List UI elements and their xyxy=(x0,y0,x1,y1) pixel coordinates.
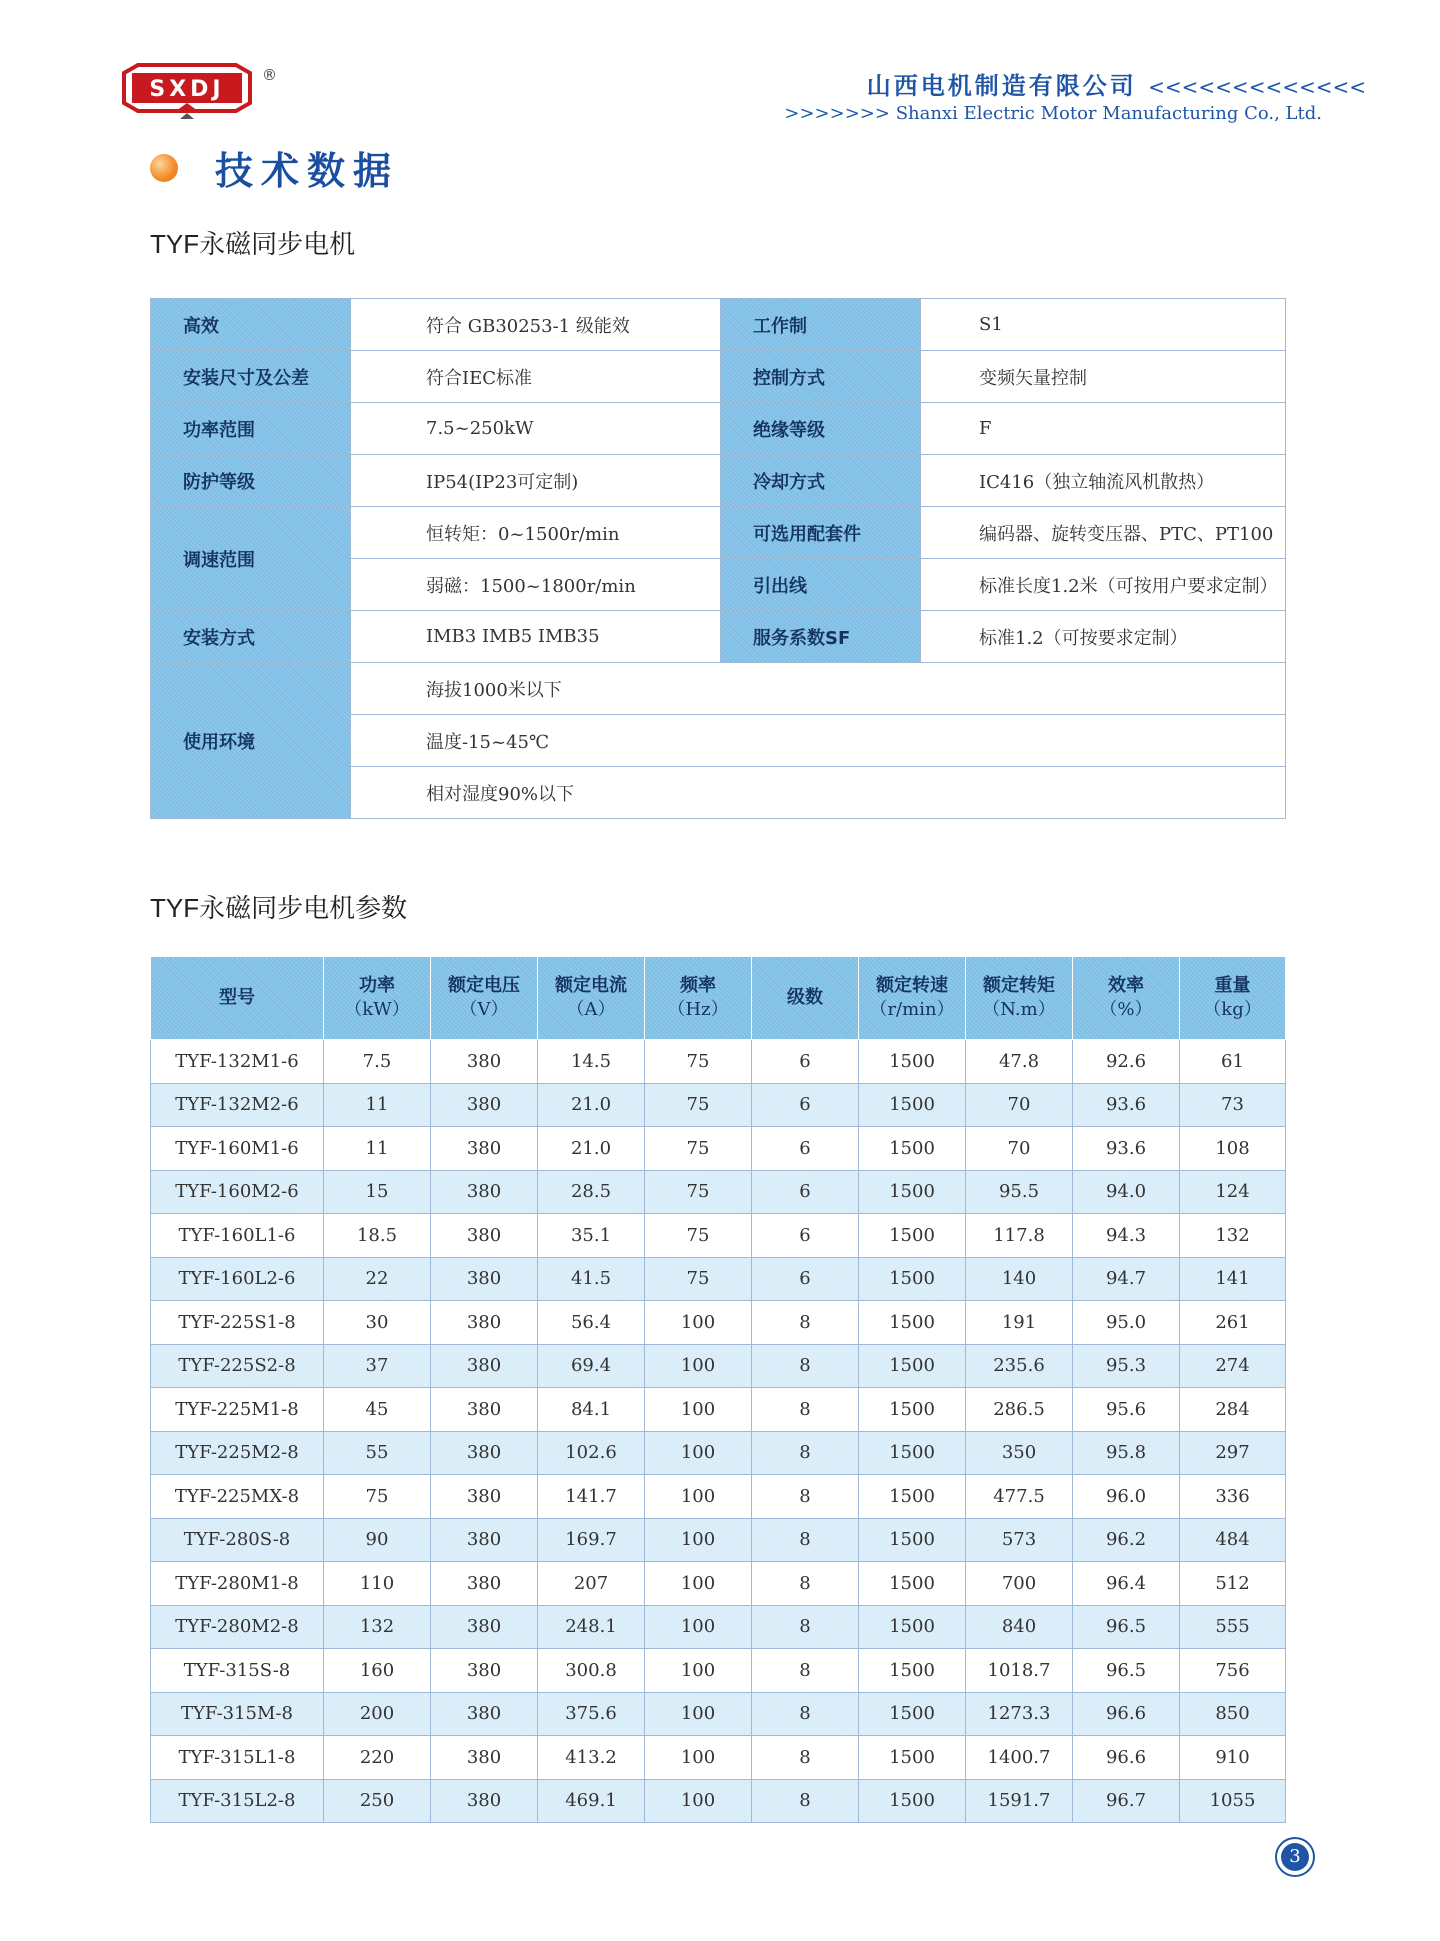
table-cell: 70 xyxy=(966,1127,1073,1171)
table-cell: 6 xyxy=(752,1257,859,1301)
table-cell: 297 xyxy=(1180,1431,1286,1475)
table-cell: 8 xyxy=(752,1605,859,1649)
table-cell: 35.1 xyxy=(538,1214,645,1258)
table-cell: 37 xyxy=(324,1344,431,1388)
table-cell: 380 xyxy=(431,1214,538,1258)
column-header: 额定电压 （V） xyxy=(431,957,538,1040)
table-row xyxy=(151,1170,1286,1214)
table-cell: 380 xyxy=(431,1388,538,1432)
spec-value: 恒转矩：0~1500r/min xyxy=(351,507,721,559)
table-cell: 8 xyxy=(752,1692,859,1736)
table-cell: 96.0 xyxy=(1073,1475,1180,1519)
spec-value: 变频矢量控制 xyxy=(921,351,1286,403)
table-cell: 1500 xyxy=(859,1127,966,1171)
column-header: 效率 （%） xyxy=(1073,957,1180,1040)
spec-value: 编码器、旋转变压器、PTC、PT100 xyxy=(921,507,1286,559)
model-cell: TYF-132M1-6 xyxy=(151,1040,324,1084)
spec-value: 符合 GB30253-1 级能效 xyxy=(351,299,721,351)
table-cell: 95.8 xyxy=(1073,1431,1180,1475)
table-row xyxy=(151,1257,1286,1301)
page-number-badge xyxy=(1275,1837,1315,1877)
table-cell: 75 xyxy=(324,1475,431,1519)
column-header: 级数 xyxy=(752,957,859,1040)
table-cell: 8 xyxy=(752,1431,859,1475)
table-cell: 93.6 xyxy=(1073,1083,1180,1127)
table-row xyxy=(151,1692,1286,1736)
table-cell: 45 xyxy=(324,1388,431,1432)
table-cell: 28.5 xyxy=(538,1170,645,1214)
table-cell: 61 xyxy=(1180,1040,1286,1084)
params-table-title: TYF永磁同步电机参数 xyxy=(150,893,408,923)
table-cell: 100 xyxy=(645,1518,752,1562)
params-body xyxy=(151,1040,1286,1823)
table-cell: 1500 xyxy=(859,1475,966,1519)
table-cell: 124 xyxy=(1180,1170,1286,1214)
table-cell: 95.3 xyxy=(1073,1344,1180,1388)
table-cell: 94.7 xyxy=(1073,1257,1180,1301)
table-cell: 22 xyxy=(324,1257,431,1301)
table-cell: 380 xyxy=(431,1301,538,1345)
column-header: 额定转速 （r/min） xyxy=(859,957,966,1040)
table-cell: 6 xyxy=(752,1170,859,1214)
table-cell: 132 xyxy=(1180,1214,1286,1258)
table-cell: 75 xyxy=(645,1040,752,1084)
spec-row xyxy=(151,455,1286,507)
table-cell: 380 xyxy=(431,1649,538,1693)
spec-value: 弱磁：1500~1800r/min xyxy=(351,559,721,611)
spec-value: 标准1.2（可按要求定制） xyxy=(921,611,1286,663)
spec-value: 7.5~250kW xyxy=(351,403,721,455)
logo-text: SXDJ xyxy=(149,77,225,102)
table-cell: 92.6 xyxy=(1073,1040,1180,1084)
spec-value: 标准长度1.2米（可按用户要求定制） xyxy=(921,559,1286,611)
spec-value: 符合IEC标准 xyxy=(351,351,721,403)
table-cell: 96.5 xyxy=(1073,1605,1180,1649)
table-cell: 14.5 xyxy=(538,1040,645,1084)
table-row xyxy=(151,1214,1286,1258)
table-cell: 96.2 xyxy=(1073,1518,1180,1562)
spec-value: 海拔1000米以下 xyxy=(351,663,1286,715)
table-cell: 380 xyxy=(431,1257,538,1301)
table-cell: 84.1 xyxy=(538,1388,645,1432)
spec-value: IC416（独立轴流风机散热） xyxy=(921,455,1286,507)
table-cell: 207 xyxy=(538,1562,645,1606)
table-row xyxy=(151,1301,1286,1345)
table-cell: 6 xyxy=(752,1214,859,1258)
table-cell: 300.8 xyxy=(538,1649,645,1693)
spec-label: 调速范围 xyxy=(151,507,351,611)
model-cell: TYF-315S-8 xyxy=(151,1649,324,1693)
model-cell: TYF-160L2-6 xyxy=(151,1257,324,1301)
table-cell: 469.1 xyxy=(538,1779,645,1823)
table-cell: 700 xyxy=(966,1562,1073,1606)
table-cell: 380 xyxy=(431,1475,538,1519)
table-cell: 512 xyxy=(1180,1562,1286,1606)
table-cell: 100 xyxy=(645,1562,752,1606)
model-cell: TYF-160L1-6 xyxy=(151,1214,324,1258)
table-cell: 7.5 xyxy=(324,1040,431,1084)
spec-value: IMB3 IMB5 IMB35 xyxy=(351,611,721,663)
table-cell: 220 xyxy=(324,1736,431,1780)
model-cell: TYF-280M2-8 xyxy=(151,1605,324,1649)
table-cell: 1591.7 xyxy=(966,1779,1073,1823)
table-cell: 100 xyxy=(645,1431,752,1475)
table-row xyxy=(151,1083,1286,1127)
column-header: 功率 （kW） xyxy=(324,957,431,1040)
company-name-en-arrows: >>>>>>> xyxy=(784,103,890,124)
table-cell: 8 xyxy=(752,1649,859,1693)
page-header xyxy=(0,0,1440,130)
spec-label: 冷却方式 xyxy=(721,455,921,507)
table-cell: 248.1 xyxy=(538,1605,645,1649)
table-cell: 8 xyxy=(752,1736,859,1780)
table-cell: 380 xyxy=(431,1083,538,1127)
table-cell: 117.8 xyxy=(966,1214,1073,1258)
table-row xyxy=(151,1736,1286,1780)
company-name xyxy=(784,66,1366,124)
table-cell: 110 xyxy=(324,1562,431,1606)
table-cell: 141 xyxy=(1180,1257,1286,1301)
table-cell: 1500 xyxy=(859,1562,966,1606)
table-cell: 75 xyxy=(645,1214,752,1258)
table-cell: 380 xyxy=(431,1518,538,1562)
table-cell: 100 xyxy=(645,1736,752,1780)
table-cell: 1500 xyxy=(859,1344,966,1388)
table-cell: 350 xyxy=(966,1431,1073,1475)
table-cell: 1500 xyxy=(859,1388,966,1432)
company-name-cn-arrows: <<<<<<<<<<<<< xyxy=(1148,75,1366,99)
table-cell: 47.8 xyxy=(966,1040,1073,1084)
table-cell: 850 xyxy=(1180,1692,1286,1736)
table-cell: 1500 xyxy=(859,1257,966,1301)
table-cell: 169.7 xyxy=(538,1518,645,1562)
spec-value: F xyxy=(921,403,1286,455)
table-cell: 140 xyxy=(966,1257,1073,1301)
table-cell: 141.7 xyxy=(538,1475,645,1519)
company-name-cn: 山西电机制造有限公司 xyxy=(866,72,1137,100)
table-row xyxy=(151,1779,1286,1823)
spec-row xyxy=(151,403,1286,455)
section-title-text: 技术数据 xyxy=(215,149,400,193)
table-cell: 8 xyxy=(752,1518,859,1562)
table-row xyxy=(151,1605,1286,1649)
table-cell: 191 xyxy=(966,1301,1073,1345)
table-cell: 75 xyxy=(645,1257,752,1301)
table-cell: 1273.3 xyxy=(966,1692,1073,1736)
table-cell: 96.6 xyxy=(1073,1692,1180,1736)
table-cell: 380 xyxy=(431,1040,538,1084)
table-cell: 6 xyxy=(752,1083,859,1127)
spec-label: 高效 xyxy=(151,299,351,351)
table-cell: 573 xyxy=(966,1518,1073,1562)
column-header: 型号 xyxy=(151,957,324,1040)
table-cell: 1500 xyxy=(859,1214,966,1258)
model-cell: TYF-225MX-8 xyxy=(151,1475,324,1519)
table-cell: 6 xyxy=(752,1040,859,1084)
model-cell: TYF-225M1-8 xyxy=(151,1388,324,1432)
table-cell: 200 xyxy=(324,1692,431,1736)
table-cell: 286.5 xyxy=(966,1388,1073,1432)
spec-label: 安装方式 xyxy=(151,611,351,663)
table-cell: 284 xyxy=(1180,1388,1286,1432)
orange-bullet-icon xyxy=(150,154,178,182)
table-cell: 1500 xyxy=(859,1301,966,1345)
table-cell: 90 xyxy=(324,1518,431,1562)
spec-label: 安装尺寸及公差 xyxy=(151,351,351,403)
table-cell: 100 xyxy=(645,1344,752,1388)
table-cell: 102.6 xyxy=(538,1431,645,1475)
table-row xyxy=(151,1431,1286,1475)
table-cell: 56.4 xyxy=(538,1301,645,1345)
table-cell: 96.6 xyxy=(1073,1736,1180,1780)
table-cell: 375.6 xyxy=(538,1692,645,1736)
table-cell: 235.6 xyxy=(966,1344,1073,1388)
table-cell: 1055 xyxy=(1180,1779,1286,1823)
table-cell: 380 xyxy=(431,1431,538,1475)
table-row xyxy=(151,1127,1286,1171)
table-cell: 8 xyxy=(752,1344,859,1388)
table-row xyxy=(151,1040,1286,1084)
table-cell: 1500 xyxy=(859,1779,966,1823)
table-cell: 96.5 xyxy=(1073,1649,1180,1693)
spec-row xyxy=(151,663,1286,715)
model-cell: TYF-160M2-6 xyxy=(151,1170,324,1214)
table-cell: 261 xyxy=(1180,1301,1286,1345)
table-cell: 100 xyxy=(645,1779,752,1823)
table-cell: 8 xyxy=(752,1388,859,1432)
model-cell: TYF-225M2-8 xyxy=(151,1431,324,1475)
spec-label: 工作制 xyxy=(721,299,921,351)
table-row xyxy=(151,1649,1286,1693)
column-header: 额定转矩 （N.m） xyxy=(966,957,1073,1040)
table-cell: 55 xyxy=(324,1431,431,1475)
table-cell: 96.7 xyxy=(1073,1779,1180,1823)
column-header: 额定电流 （A） xyxy=(538,957,645,1040)
spec-label: 引出线 xyxy=(721,559,921,611)
table-cell: 21.0 xyxy=(538,1083,645,1127)
spec-label: 控制方式 xyxy=(721,351,921,403)
company-logo xyxy=(118,63,256,119)
table-cell: 8 xyxy=(752,1301,859,1345)
table-cell: 1500 xyxy=(859,1649,966,1693)
table-cell: 477.5 xyxy=(966,1475,1073,1519)
table-cell: 380 xyxy=(431,1605,538,1649)
table-cell: 380 xyxy=(431,1562,538,1606)
table-cell: 100 xyxy=(645,1475,752,1519)
table-cell: 8 xyxy=(752,1562,859,1606)
table-cell: 380 xyxy=(431,1127,538,1171)
spec-table xyxy=(150,298,1286,819)
model-cell: TYF-160M1-6 xyxy=(151,1127,324,1171)
table-row xyxy=(151,1562,1286,1606)
table-cell: 75 xyxy=(645,1127,752,1171)
spec-label: 使用环境 xyxy=(151,663,351,819)
spec-label: 服务系数SF xyxy=(721,611,921,663)
table-cell: 1018.7 xyxy=(966,1649,1073,1693)
table-cell: 6 xyxy=(752,1127,859,1171)
table-cell: 11 xyxy=(324,1127,431,1171)
table-cell: 380 xyxy=(431,1170,538,1214)
table-cell: 160 xyxy=(324,1649,431,1693)
table-cell: 96.4 xyxy=(1073,1562,1180,1606)
table-cell: 69.4 xyxy=(538,1344,645,1388)
spec-value: IP54(IP23可定制) xyxy=(351,455,721,507)
table-cell: 840 xyxy=(966,1605,1073,1649)
table-cell: 132 xyxy=(324,1605,431,1649)
spec-row xyxy=(151,507,1286,559)
table-cell: 93.6 xyxy=(1073,1127,1180,1171)
table-cell: 75 xyxy=(645,1170,752,1214)
page-number: 3 xyxy=(1281,1843,1309,1871)
table-cell: 30 xyxy=(324,1301,431,1345)
table-cell: 8 xyxy=(752,1779,859,1823)
table-cell: 1400.7 xyxy=(966,1736,1073,1780)
params-table xyxy=(150,956,1286,1823)
table-cell: 95.5 xyxy=(966,1170,1073,1214)
model-cell: TYF-280S-8 xyxy=(151,1518,324,1562)
table-cell: 380 xyxy=(431,1692,538,1736)
column-header: 重量 （kg） xyxy=(1180,957,1286,1040)
table-cell: 95.0 xyxy=(1073,1301,1180,1345)
table-cell: 1500 xyxy=(859,1170,966,1214)
spec-label: 防护等级 xyxy=(151,455,351,507)
table-cell: 73 xyxy=(1180,1083,1286,1127)
table-cell: 1500 xyxy=(859,1431,966,1475)
table-row xyxy=(151,1344,1286,1388)
table-cell: 1500 xyxy=(859,1518,966,1562)
spec-row xyxy=(151,351,1286,403)
registered-mark: ® xyxy=(262,66,277,84)
table-cell: 756 xyxy=(1180,1649,1286,1693)
table-cell: 555 xyxy=(1180,1605,1286,1649)
table-cell: 413.2 xyxy=(538,1736,645,1780)
table-cell: 100 xyxy=(645,1301,752,1345)
spec-value: 温度-15~45℃ xyxy=(351,715,1286,767)
table-cell: 1500 xyxy=(859,1692,966,1736)
table-cell: 41.5 xyxy=(538,1257,645,1301)
table-cell: 1500 xyxy=(859,1083,966,1127)
table-cell: 1500 xyxy=(859,1736,966,1780)
model-cell: TYF-315L2-8 xyxy=(151,1779,324,1823)
table-row xyxy=(151,1475,1286,1519)
table-cell: 1500 xyxy=(859,1605,966,1649)
spec-row xyxy=(151,299,1286,351)
spec-value: S1 xyxy=(921,299,1286,351)
table-cell: 94.3 xyxy=(1073,1214,1180,1258)
table-cell: 70 xyxy=(966,1083,1073,1127)
spec-table-title: TYF永磁同步电机 xyxy=(150,229,356,259)
params-header-row xyxy=(151,957,1286,1040)
table-cell: 100 xyxy=(645,1692,752,1736)
table-cell: 95.6 xyxy=(1073,1388,1180,1432)
table-cell: 8 xyxy=(752,1475,859,1519)
model-cell: TYF-315L1-8 xyxy=(151,1736,324,1780)
table-cell: 380 xyxy=(431,1344,538,1388)
table-cell: 11 xyxy=(324,1083,431,1127)
table-cell: 100 xyxy=(645,1605,752,1649)
model-cell: TYF-225S2-8 xyxy=(151,1344,324,1388)
table-cell: 94.0 xyxy=(1073,1170,1180,1214)
table-cell: 100 xyxy=(645,1649,752,1693)
table-row xyxy=(151,1388,1286,1432)
table-cell: 1500 xyxy=(859,1040,966,1084)
table-cell: 108 xyxy=(1180,1127,1286,1171)
table-cell: 15 xyxy=(324,1170,431,1214)
spec-row xyxy=(151,611,1286,663)
spec-value: 相对湿度90%以下 xyxy=(351,767,1286,819)
table-cell: 910 xyxy=(1180,1736,1286,1780)
table-cell: 274 xyxy=(1180,1344,1286,1388)
model-cell: TYF-280M1-8 xyxy=(151,1562,324,1606)
table-cell: 336 xyxy=(1180,1475,1286,1519)
table-cell: 100 xyxy=(645,1388,752,1432)
model-cell: TYF-225S1-8 xyxy=(151,1301,324,1345)
table-cell: 380 xyxy=(431,1779,538,1823)
model-cell: TYF-315M-8 xyxy=(151,1692,324,1736)
column-header: 频率 （Hz） xyxy=(645,957,752,1040)
table-cell: 75 xyxy=(645,1083,752,1127)
spec-label: 可选用配套件 xyxy=(721,507,921,559)
company-name-en: Shanxi Electric Motor Manufacturing Co., Ltd. xyxy=(895,103,1322,124)
spec-label: 功率范围 xyxy=(151,403,351,455)
table-cell: 484 xyxy=(1180,1518,1286,1562)
spec-label: 绝缘等级 xyxy=(721,403,921,455)
table-cell: 380 xyxy=(431,1736,538,1780)
table-cell: 18.5 xyxy=(324,1214,431,1258)
model-cell: TYF-132M2-6 xyxy=(151,1083,324,1127)
table-cell: 21.0 xyxy=(538,1127,645,1171)
table-row xyxy=(151,1518,1286,1562)
table-cell: 250 xyxy=(324,1779,431,1823)
